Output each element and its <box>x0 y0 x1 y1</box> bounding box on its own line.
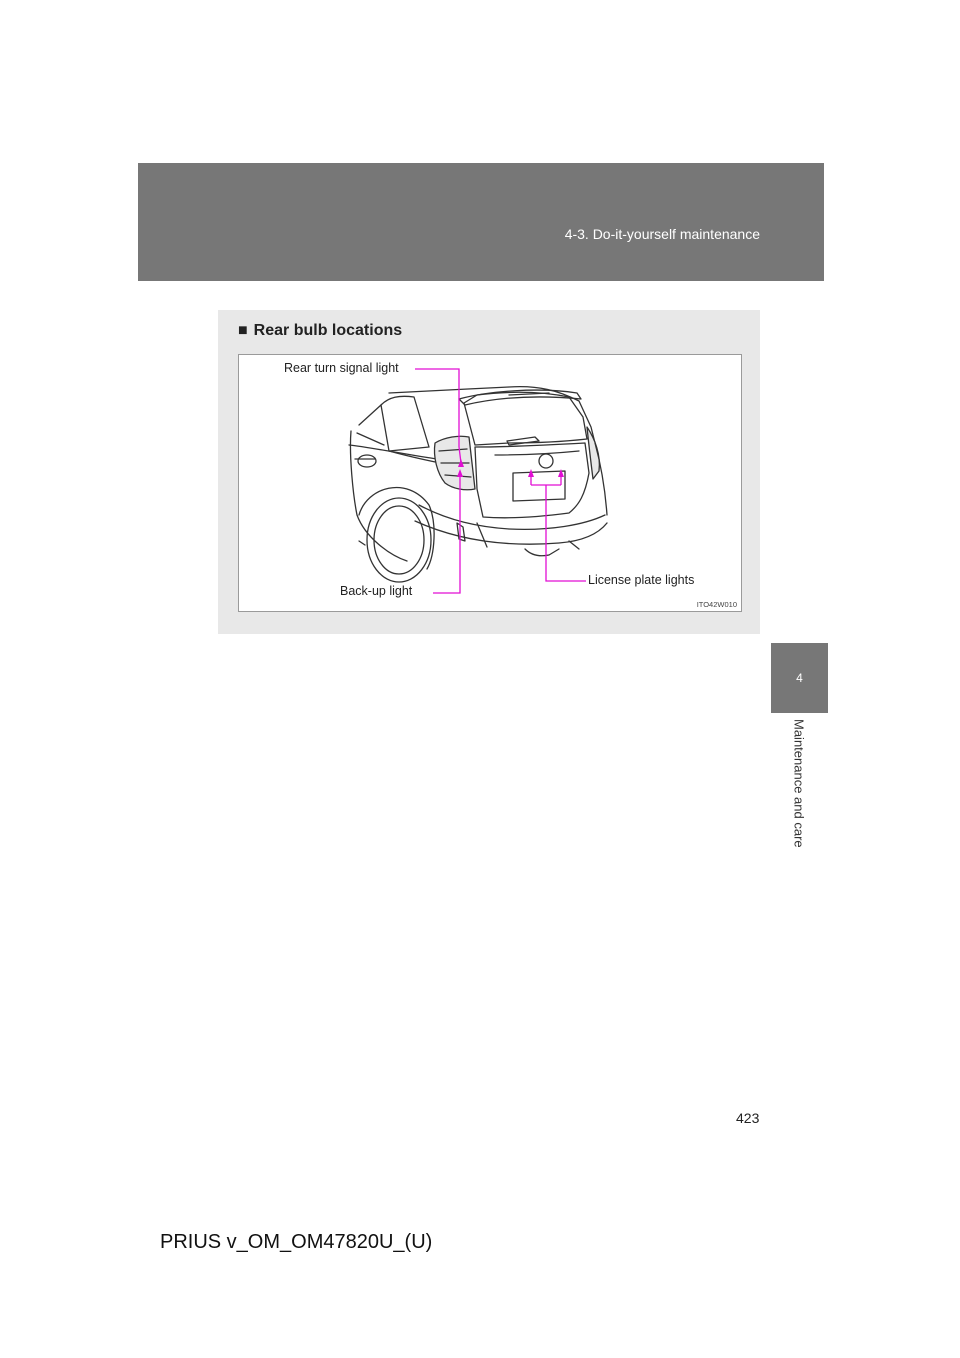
rear-bulb-figure <box>238 354 742 612</box>
figure-code: ITO42W010 <box>696 600 737 609</box>
section-header-band <box>138 163 824 281</box>
section-header-title: 4-3. Do-it-yourself maintenance <box>564 226 760 242</box>
rear-bulb-section <box>218 310 760 634</box>
document-id-footer: PRIUS v_OM_OM47820U_(U) <box>160 1231 433 1253</box>
section-title <box>238 322 402 340</box>
license-plate-lights-callout: License plate lights <box>588 573 695 587</box>
section-title-text: Rear bulb locations <box>253 322 403 339</box>
back-up-light-callout: Back-up light <box>340 584 413 598</box>
chapter-label: Maintenance and care <box>791 719 807 848</box>
chapter-tab <box>771 643 828 713</box>
page-number: 423 <box>736 1110 760 1126</box>
chapter-number: 4 <box>796 671 803 685</box>
rear-turn-signal-callout: Rear turn signal light <box>284 361 399 375</box>
square-bullet-icon: ■ <box>238 322 248 339</box>
chapter-side-label-area <box>771 713 828 903</box>
